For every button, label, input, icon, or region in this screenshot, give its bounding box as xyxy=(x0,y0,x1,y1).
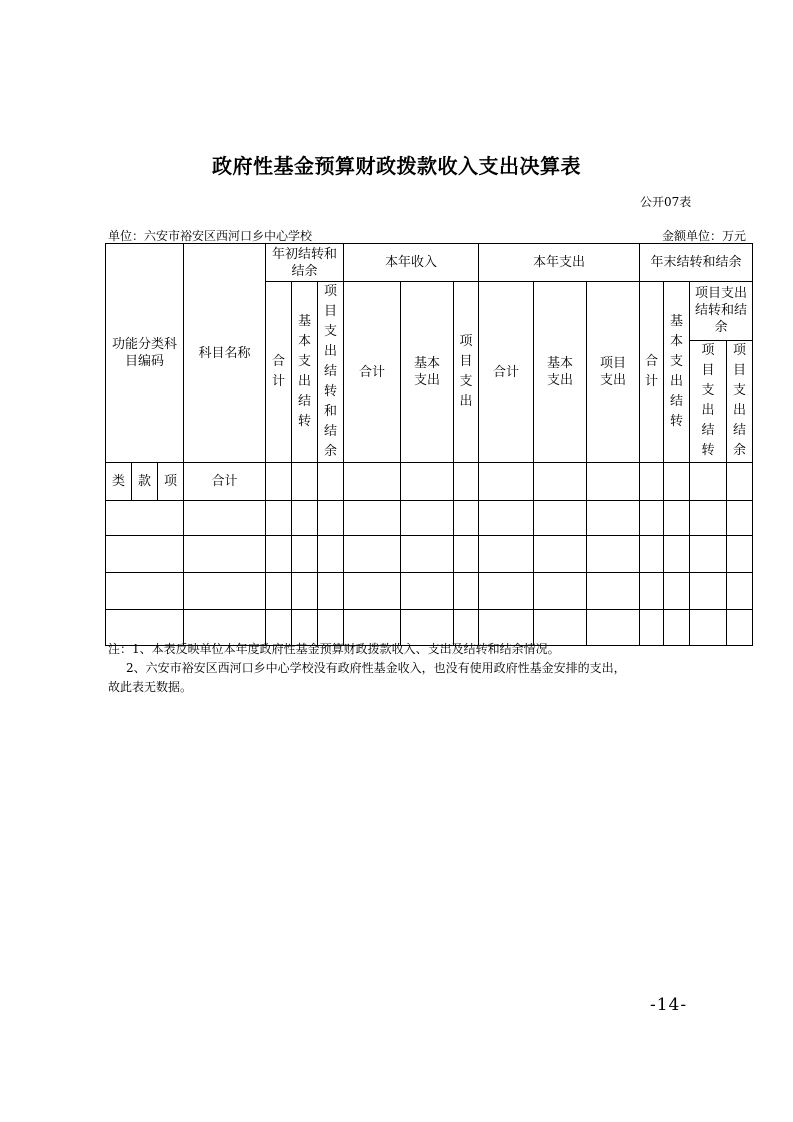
note-line: 注：1、本表反映单位本年度政府性基金预算财政拨款收入、支出及结转和结余情况。 xyxy=(108,642,560,656)
code-section: 款 xyxy=(132,463,158,501)
code-item: 项 xyxy=(158,463,184,501)
amount-unit: 金额单位：万元 xyxy=(661,229,746,243)
total-label: 合计 xyxy=(184,463,266,501)
note-line: 故此表无数据。 xyxy=(108,680,193,694)
table-row xyxy=(106,501,753,536)
table-row xyxy=(106,573,753,610)
begin-basic: 基本支出结转 xyxy=(292,282,318,463)
name-header: 科目名称 xyxy=(184,244,266,463)
expense-project: 项目支出 xyxy=(587,282,640,463)
code-header: 功能分类科目编码 xyxy=(106,244,184,463)
page-title: 政府性基金预算财政拨款收入支出决算表 xyxy=(212,154,581,178)
begin-total: 合计 xyxy=(266,282,292,463)
begin-project: 项目支出结转和结余 xyxy=(318,282,344,463)
expense-basic: 基本支出 xyxy=(534,282,587,463)
group-begin: 年初结转和结余 xyxy=(266,244,344,282)
expense-total: 合计 xyxy=(479,282,534,463)
income-basic: 基本支出 xyxy=(401,282,454,463)
end-total: 合计 xyxy=(640,282,664,463)
group-end: 年末结转和结余 xyxy=(640,244,753,282)
code-class: 类 xyxy=(106,463,132,501)
group-income: 本年收入 xyxy=(344,244,479,282)
budget-table xyxy=(105,243,753,646)
end-basic: 基本支出结转 xyxy=(664,282,690,463)
income-total: 合计 xyxy=(344,282,401,463)
form-number: 公开07表 xyxy=(640,195,692,209)
table-row xyxy=(106,536,753,573)
total-row xyxy=(106,463,753,501)
end-project-balance: 项目支出结余 xyxy=(727,340,753,462)
note-line: 2、六安市裕安区西河口乡中心学校没有政府性基金收入，也没有使用政府性基金安排的支出， xyxy=(126,661,626,675)
end-project-carry: 项目支出结转 xyxy=(690,340,727,462)
reporting-unit: 单位：六安市裕安区西河口乡中心学校 xyxy=(108,229,313,243)
notes xyxy=(108,640,748,697)
page-number: -14- xyxy=(650,995,688,1015)
group-expense: 本年支出 xyxy=(479,244,640,282)
income-project: 项目支出 xyxy=(454,282,479,463)
end-project-group: 项目支出结转和结余 xyxy=(690,282,753,341)
